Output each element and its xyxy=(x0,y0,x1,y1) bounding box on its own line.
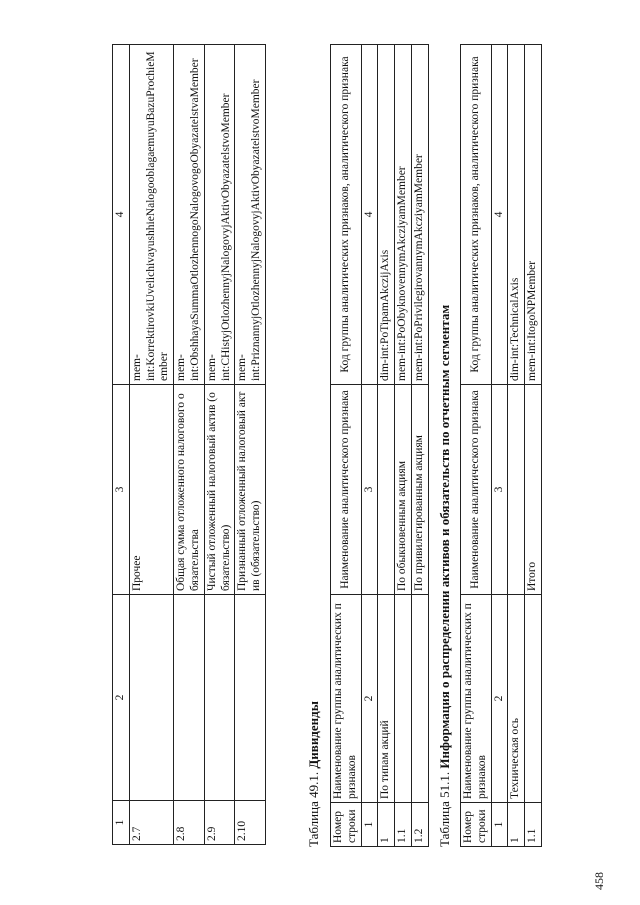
table-row xyxy=(204,45,235,845)
header-row xyxy=(461,45,492,847)
column-number-row xyxy=(113,45,130,845)
caption-prefix: Таблица 51.1. xyxy=(437,771,452,847)
column-number: 3 xyxy=(491,385,508,595)
code-cell: mem-int:PoPrivilegirovannymAkcziyamMember xyxy=(411,45,428,385)
group-name-cell: По типам акций xyxy=(378,595,395,803)
code-cell: mem- int:CHistyjOtlozhennyjNalogovyjAktivObyazatelstvoMember xyxy=(204,45,235,385)
table-row xyxy=(508,45,525,847)
header-attribute-name: Наименование аналитического признака xyxy=(331,385,362,595)
table-row xyxy=(395,45,412,847)
table-row xyxy=(378,45,395,847)
row-number: 2.9 xyxy=(204,801,235,845)
continuation-table-body xyxy=(113,45,266,845)
column-number: 2 xyxy=(491,595,508,803)
attribute-name-cell: Общая сумма отложенного налогового обязательства xyxy=(174,385,205,595)
group-name-cell xyxy=(204,595,235,801)
table-row xyxy=(525,45,542,847)
column-number: 4 xyxy=(361,45,378,385)
row-number: 1.2 xyxy=(411,803,428,847)
code-cell: dim-int:PoTipamAkczijAxis xyxy=(378,45,395,385)
header-group-name: Наименование группы аналитических признаков xyxy=(331,595,362,803)
table-51-1-caption xyxy=(437,305,453,847)
column-number: 2 xyxy=(361,595,378,803)
row-number: 1 xyxy=(378,803,395,847)
column-number: 1 xyxy=(361,803,378,847)
header-row-number: Номер строки xyxy=(461,803,492,847)
row-number: 2.10 xyxy=(235,801,266,845)
header-row xyxy=(331,45,362,847)
column-number: 1 xyxy=(491,803,508,847)
attribute-name-cell: По обыкновенным акциям xyxy=(395,385,412,595)
code-cell: mem-int:PoObyknovennymAkcziyamMember xyxy=(395,45,412,385)
row-number: 2.8 xyxy=(174,801,205,845)
header-code: Код группы аналитических признаков, аналитического признака xyxy=(331,45,362,385)
caption-prefix: Таблица 49.1. xyxy=(306,771,321,847)
group-name-cell xyxy=(411,595,428,803)
code-cell: mem-int:ItogoNPMember xyxy=(525,45,542,385)
column-number: 4 xyxy=(113,45,130,385)
code-cell: mem- int:ObshhayaSummaOtlozhennogoNalogovogoObyazatelstvaMember xyxy=(174,45,205,385)
attribute-name-cell: По привилегированным акциям xyxy=(411,385,428,595)
column-number: 2 xyxy=(113,595,130,801)
code-cell: dim-int:TechnicalAxis xyxy=(508,45,525,385)
table-row xyxy=(235,45,266,845)
column-number: 1 xyxy=(113,801,130,845)
row-number: 1 xyxy=(508,803,525,847)
page-number: 458 xyxy=(592,872,606,890)
row-number: 1.1 xyxy=(525,803,542,847)
group-name-cell xyxy=(395,595,412,803)
caption-title: Информация о распределении активов и обязательств по отчетным сегментам xyxy=(437,304,452,769)
attribute-name-cell: Прочее xyxy=(129,385,173,595)
column-number-row xyxy=(361,45,378,847)
table-row xyxy=(174,45,205,845)
column-number: 4 xyxy=(491,45,508,385)
group-name-cell xyxy=(525,595,542,803)
attribute-name-cell xyxy=(378,385,395,595)
attribute-name-cell: Итого xyxy=(525,385,542,595)
group-name-cell xyxy=(174,595,205,801)
group-name-cell: Техническая ось xyxy=(508,595,525,803)
table-49-1-caption xyxy=(306,701,322,847)
code-cell: mem- int:PriznannyjOtlozhennyjNalogovyjAktivObyazatelstvoMember xyxy=(235,45,266,385)
row-number: 2.7 xyxy=(129,801,173,845)
header-group-name: Наименование группы аналитических признаков xyxy=(461,595,492,803)
caption-title: Дивиденды xyxy=(306,701,321,769)
table-row xyxy=(411,45,428,847)
continuation-table xyxy=(112,44,266,845)
column-number-row xyxy=(491,45,508,847)
column-number: 3 xyxy=(361,385,378,595)
header-attribute-name: Наименование аналитического признака xyxy=(461,385,492,595)
attribute-name-cell xyxy=(508,385,525,595)
column-number: 3 xyxy=(113,385,130,595)
attribute-name-cell: Признанный отложенный налоговый актив (обязательство) xyxy=(235,385,266,595)
table-row xyxy=(129,45,173,845)
row-number: 1.1 xyxy=(395,803,412,847)
group-name-cell xyxy=(235,595,266,801)
attribute-name-cell: Чистый отложенный налоговый актив (обязательство) xyxy=(204,385,235,595)
dividends-table xyxy=(330,44,429,847)
header-row-number: Номер строки xyxy=(331,803,362,847)
segments-table xyxy=(460,44,542,847)
code-cell: mem- int:KorrektirovkiUvelichivayushhieNalogooblagaemuyuBazuProchieMember xyxy=(129,45,173,385)
group-name-cell xyxy=(129,595,173,801)
dividends-table-body xyxy=(361,45,428,847)
header-code: Код группы аналитических признаков, аналитического признака xyxy=(461,45,492,385)
segments-table-body xyxy=(491,45,541,847)
